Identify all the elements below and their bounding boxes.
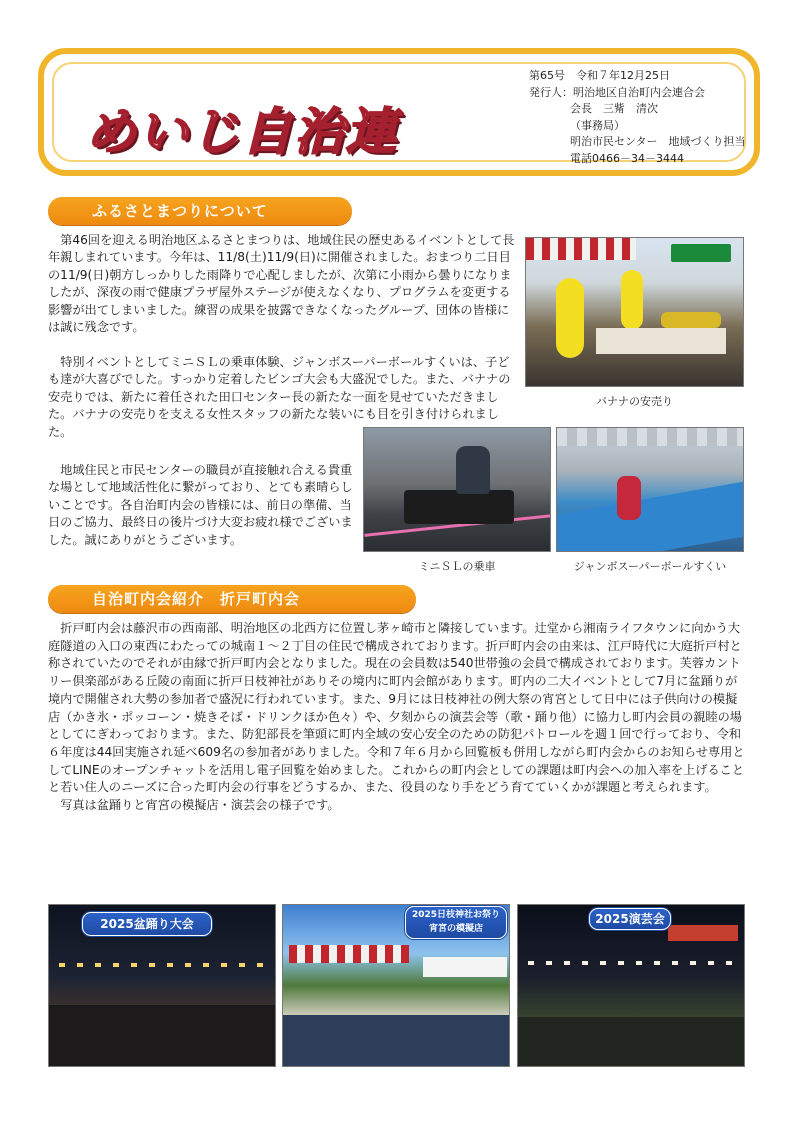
festival-heading: ふるさとまつりについて: [48, 197, 352, 225]
shrine-festival-tag-line-1: 2025日枝神社お祭り: [411, 910, 501, 920]
shrine-festival-tag: [405, 906, 507, 939]
audience: [518, 1017, 745, 1067]
locomotive: [404, 490, 514, 524]
office-phone: 電話0466－34－3444: [570, 151, 684, 165]
mini-sl-photo: [363, 427, 551, 552]
stage-banner: [668, 925, 738, 941]
white-tent: [423, 957, 507, 977]
banana-sale-caption: バナナの安売り: [596, 395, 673, 408]
ball-pool: [557, 481, 744, 552]
association-intro-paragraph-2: 写真は盆踊りと宵宮の模擬店・演芸会の様子です。: [60, 798, 340, 813]
issue-number: 第65号 令和７年12月25日: [529, 69, 670, 82]
association-intro-paragraph-1: 折戸町内会は藤沢市の西南部、明治地区の北西方に位置し茅ヶ崎市と隣接しています。辻堂から湘南ライフタウンに向かう大庭隧道の入口の東西にわたっての城南１～２丁目の住民で構成されております。折戸町内会の由来は、江戸時代に大庭折戸村と称されていたのでそれが由縁で折戸町内会となりました。現在の会員数は540世帯強の会員で構成されております。芙蓉カントリー倶楽部がある丘陵の南面に折戸日枝神社がありその境内に町内会館があります。町内の二大イベントとして7月に盆踊りが境内で開催され大勢の参加者で盛況に行われています。また、9月には日枝神社の例大祭の宵宮として日中には子供向けの模擬店（かき氷・ポッコーン・焼きそば・ドリンクほか色々）や、夕刻からの演芸会等（歌・踊り他）に協力し町内会員の親睦の場としてにぎわっております。また、防犯部長を筆頭に町内全域の安心安全のための防犯パトロールを週１回で行っており、令和６年度は44回実施され延べ609名の参加者がありました。令和７年６月から回覧板も併用しながら町内会からのお知らせ専用としてLINEのオープンチャットを活用し電子回覧を始めました。これからの町内会としての課題は町内会への加入率を上げることと若い住人のニーズに合った町内会の行事をどうするか、また、役員のなり手をどう育てていくかが課題と考えられます。: [48, 621, 745, 795]
association-intro-heading: 自治町内会紹介 折戸町内会: [48, 585, 416, 613]
crowd: [49, 1005, 276, 1067]
engeikai-tag: 2025演芸会: [589, 908, 671, 930]
festival-text-upper: [48, 232, 516, 336]
banana-costume-figure: [556, 278, 584, 358]
association-intro-text: [48, 620, 748, 815]
tent-stripes-shrine: [289, 945, 409, 963]
child-figure: [617, 476, 641, 520]
vendor-table: [596, 328, 726, 354]
lantern-string-engei: [528, 961, 736, 965]
chairperson: 会長 三觜 清次: [570, 102, 658, 115]
festival-paragraph-2: 特別イベントとしてミニＳＬの乗車体験、ジャンボスーパーボールすくいは、子ども達が大喜びでした。すっかり定着したビンゴ大会も大盛況でした。また、バナナの安売りでは、新たに着任された田口センター長の新たな一面を見せていただきました。バナナの安売りを支える女性スタッフの新たな装いにも目を引き付けられました。: [48, 355, 511, 439]
festival-paragraph-1: 第46回を迎える明治地区ふるさとまつりは、地域住民の歴史あるイベントとして長年親しまれています。今年は、11/8(土)11/9(日)に開催されました。おまつり二日目の11/9(日)朝方しっかりした雨降りで心配しましたが、次第に小雨から曇りになりましたが、深夜の雨で健康プラザ屋外ステージが使えなくなり、プログラムを変更する影響が出てしまいました。練習の成果を披露できなくなったグループ、団体の皆様には誠に残念です。: [48, 233, 515, 335]
publisher: 発行人：明治地区自治町内会連合会: [529, 85, 705, 99]
festival-paragraph-3: 地域住民と市民センターの職員が直接触れ合える貴重な場として地域活性化に繋がっており、とても素晴らしいことです。各自治町内会の皆様には、前日の準備、当日のご協力、最終日の後片づけ大変お疲れ様でございました。誠にありがとうございます。: [48, 463, 353, 547]
masthead: [38, 48, 760, 176]
crowd-shrine: [283, 1015, 510, 1067]
shrine-festival-tag-line-2: 宵宮の模擬店: [428, 924, 483, 934]
publication-info: [529, 68, 759, 167]
rider: [456, 446, 490, 494]
super-ball-photo: [556, 427, 744, 552]
office-name: 明治市民センター 地域づくり担当: [570, 135, 746, 148]
super-ball-caption: ジャンボスーパーボールすくい: [573, 560, 727, 573]
bon-odori-tag: 2025盆踊り大会: [82, 912, 212, 936]
green-tent: [671, 244, 731, 262]
newsletter-title: めいじ自治連: [86, 103, 398, 161]
lantern-string: [59, 963, 267, 967]
tent-stripes: [526, 238, 636, 260]
tent-frame: [557, 428, 744, 446]
banana-pile: [661, 312, 721, 328]
festival-text-lower: [48, 462, 358, 549]
office-label: （事務局）: [570, 118, 625, 132]
banana-sale-photo: [525, 237, 744, 387]
mini-sl-caption: ミニＳＬの乗車: [418, 560, 496, 573]
banana-costume-figure-2: [621, 270, 643, 330]
